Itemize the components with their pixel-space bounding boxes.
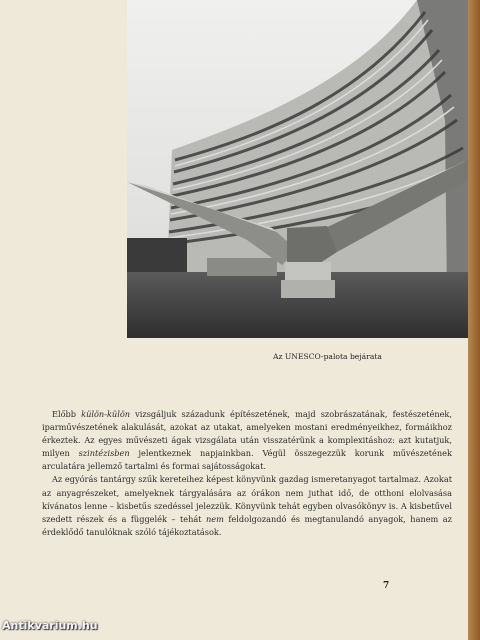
emphasized-text: nem <box>206 513 224 524</box>
emphasized-text: szintézisben <box>78 448 130 459</box>
emphasized-text: külön-külön <box>81 409 131 419</box>
photo-caption: Az UNESCO-palota bejárata <box>273 352 382 361</box>
text-run: jelentkeznek napjainkban. Végül összegezzük korunk művészetének arculatára jellemző tartalmi és formai sajátosságokat. <box>42 448 452 472</box>
watermark-logo: Antikvarium.hu <box>2 619 98 632</box>
body-text <box>42 408 452 539</box>
paragraph <box>42 408 452 473</box>
text-run: vizsgáljuk századunk építészetének, majd szobrászatának, festészetének, iparművészetének alakulását, azokat az utakat, amelyeken mostani eredményeikhez, formáikhoz érkeztek. Az egyes művészeti ágak vizsgálata után visszatérünk a komplexitáshoz: azt kutatjuk, milyen <box>42 409 452 459</box>
paragraph <box>42 473 452 538</box>
text-run: Az egyórás tantárgy szűk kereteihez képest könyvünk gazdag ismeretanyagot tartalmaz. Azokat az anyagrészeket, amelyeknek tárgyalására az órákon nem juthat idő, de otthoni elolvasása kívánatos lenne – kisbetűs szedéssel jelezzük. Könyvünk tehát egyben olvasókönyv is. A kisbetűvel szedett részek és a függelék – tehát <box>42 474 452 524</box>
unesco-palace-photo <box>127 0 468 338</box>
text-run: feldolgozandó és megtanulandó anyagok, hanem az érdeklődő tanulóknak szóló tájékoztatások. <box>42 513 452 537</box>
book-edge <box>468 0 480 640</box>
page-number: 7 <box>383 581 390 591</box>
text-run: Előbb <box>52 409 82 419</box>
